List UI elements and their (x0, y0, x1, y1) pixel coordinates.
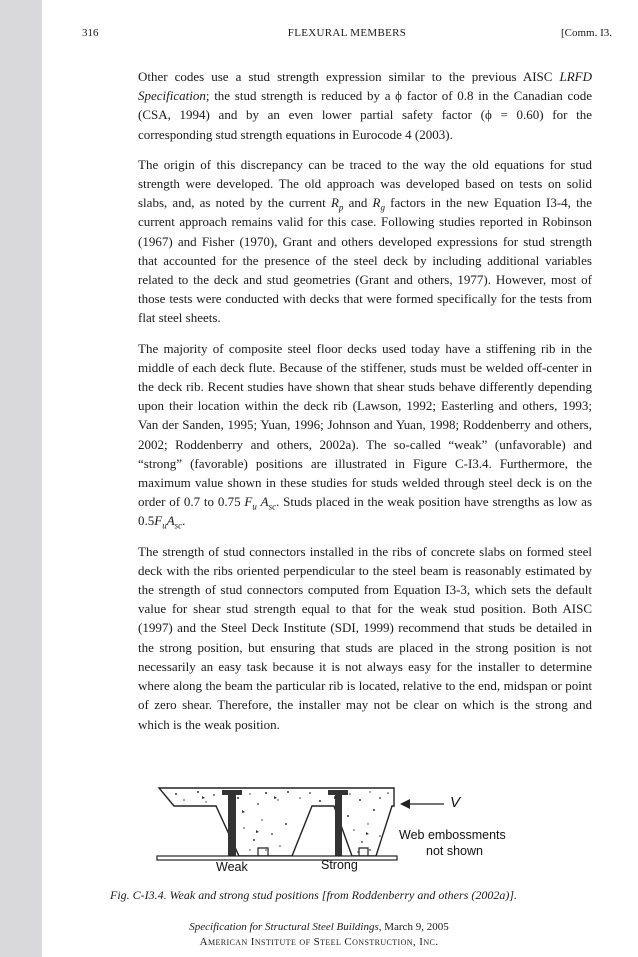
fu-symbol-2: F (154, 513, 163, 529)
lrfd-specification-italic: LRFD Specification (138, 69, 592, 104)
rg-symbol: R (372, 195, 381, 211)
stud-position-figure (154, 780, 574, 880)
left-gutter (0, 0, 42, 957)
spec-date: March 9, 2005 (381, 921, 449, 933)
paragraph-3 (138, 339, 592, 531)
steel-beam-flange (157, 856, 397, 860)
p3-text-c: . (182, 513, 186, 529)
p2-text-a: The origin of this discrepancy can be traced to the way the old equations for stud strength were developed. The old approach was developed based on tests on solid slabs, and, as noted by the current (138, 156, 592, 211)
paragraph-4: The strength of stud connectors installed in the ribs of concrete slabs on formed steel deck with the ribs oriented perpendicular to the steel beam is reasonably estimated by the strength of stud connectors computed from Equation I3-3, which sets the default value for shear stud strength equal to that for the weak stud position. Both AISC (1997) and the Steel Deck Institute (SDI, 1999) recommend that studs be detailed in the strong position, but ensuring that studs are placed in the strong position is not necessarily an easy task because it is not always easy for the installer to determine where along the beam the particular rib is located, relative to the end, midspan or point of zero shear. Therefore, the installer may not be clear on which is the strong and which is the weak position. (138, 543, 592, 732)
figure-caption: Fig. C-I3.4. Weak and strong stud positions [from Roddenberry and others (2002a)]. (110, 888, 517, 902)
strong-label: Strong (321, 858, 358, 872)
commentary-reference: [Comm. I3. (560, 27, 612, 39)
fu-subscript-1: u (252, 501, 257, 512)
p3-text-b: . Studs placed in the weak position have strengths as low as 0.5 (138, 494, 593, 529)
asc-symbol-1: A (260, 494, 269, 510)
p2-text-b: and (343, 195, 373, 211)
p3-text-a: The majority of composite steel floor decks used today have a stiffening rib in the middle of each deck flute. Because of the stiffener, studs must be welded off-center in the deck rib. Recent studies have shown that shear studs behave differently depending upon their location within the deck rib (Lawson, 1992; Easterling and others, 1993; Van der Sanden, 1995; Yuan, 1996; Johnson and Yuan, 1998; Roddenberry and others, 2002; Roddenberry and others, 2002a). The so-called “weak” (unfavorable) and “strong” (favorable) positions are illustrated in Figure C-I3.4. Furthermore, the maximum value shown in these studies for studs welded through steel deck is on the order of 0.7 to 0.75 (138, 340, 592, 510)
asc-subscript-2: sc (174, 521, 183, 532)
p2-text-c: factors in the new Equation I3-4, the current approach remains valid for this case. Following studies reported in Robinson (1967) and Fisher (1970), Grant and others developed expressions for stud strength that accounted for the presence of the steel deck by including additional variables related to the deck and stud geometries (Grant and others, 1977). However, most of those tests were conducted with decks that were formed specifically for the tests from flat steel sheets. (138, 195, 592, 326)
paragraph-2 (138, 155, 592, 328)
page-number: 316 (82, 27, 99, 39)
shear-arrowhead (400, 799, 410, 809)
p1-text-a: Other codes use a stud strength expression similar to the previous AISC (138, 69, 560, 84)
rg-subscript: g (380, 202, 385, 213)
asc-symbol-2: A (166, 513, 175, 529)
shear-force-label: V (450, 794, 461, 811)
p1-text-b: ; the stud strength is reduced by a ϕ factor of 0.8 in the Canadian code (CSA, 1994) and by an even lower partial safety factor (ϕ = 0.60) for the corresponding stud strength equations in Eurocode 4 (2003). (138, 88, 592, 142)
not-shown-label: not shown (426, 844, 483, 858)
section-title: FLEXURAL MEMBERS (287, 27, 407, 39)
body-text (138, 67, 592, 745)
weak-label: Weak (216, 860, 248, 874)
footer-publisher: American Institute of Steel Construction, Inc. (199, 936, 439, 948)
footer-spec (0, 921, 638, 933)
concrete-slab-outline (159, 788, 394, 856)
asc-subscript-1: sc (268, 501, 277, 512)
fu-subscript-2: u (162, 521, 167, 532)
rp-subscript: p (338, 202, 344, 213)
paragraph-1 (138, 67, 592, 144)
spec-title: Specification for Structural Steel Buildings, (189, 921, 382, 933)
fu-symbol-1: F (244, 494, 253, 510)
rp-symbol: R (330, 195, 339, 211)
page-header (82, 27, 612, 41)
web-embossments-label: Web embossments (399, 828, 506, 842)
